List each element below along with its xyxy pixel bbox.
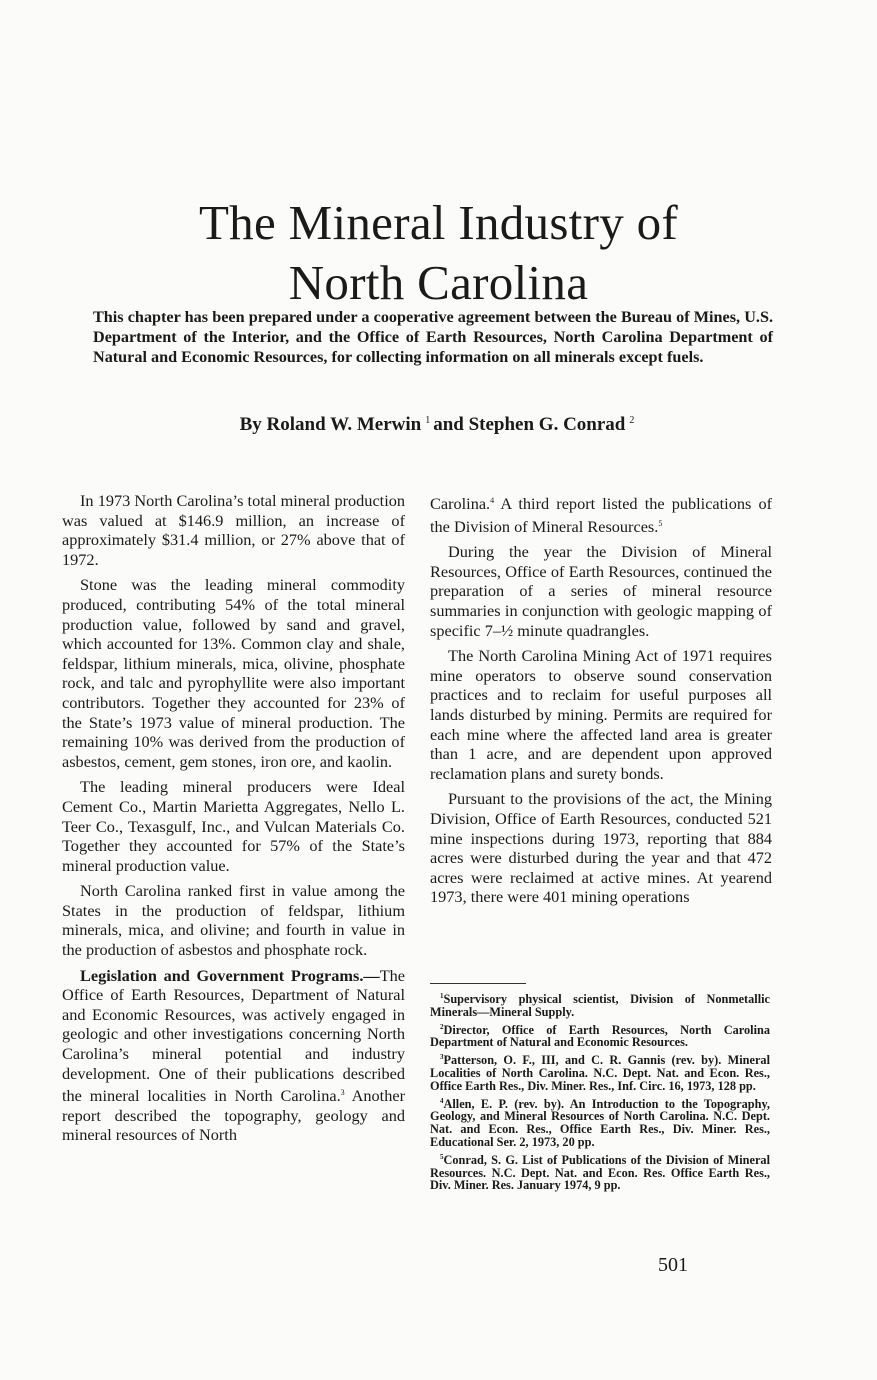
- section-heading-legislation: Legislation and Government Programs.—: [80, 965, 380, 985]
- footnote-text: Supervisory physical scientist, Division of Nonmetallic Minerals—Mineral Supply.: [430, 992, 770, 1019]
- paragraph-division: During the year the Division of Mineral Resources, Office of Earth Resources, continued the preparation of a series of mineral resource summaries in conjunction with geologic mapping of specific 7–½ minute quadrangles.: [430, 542, 772, 640]
- paragraph-mining-act: The North Carolina Mining Act of 1971 requires mine operators to observe sound conservation practices and to reclaim for useful purposes all lands disturbed by mining. Permits are required for each mine where the affected land area is greater than 1 acre, and are dependent upon approved reclamation plans and surety bonds.: [430, 646, 772, 783]
- legislation-text: The Office of Earth Resources, Department of Natural and Economic Resources, was actively engaged in geologic and other investigations concerning North Carolina’s mineral potential and industry development. One of their publications described the mineral localities in North Carolina.: [62, 965, 405, 1106]
- footnote-text: Patterson, O. F., III, and C. R. Gannis (rev. by). Mineral Localities of North Carolina. N.C. Dept. Nat. and Econ. Res., Office Earth Res., Div. Miner. Res., Inf. Circ. 16, 1973, 128 pp.: [430, 1053, 770, 1093]
- preparation-note: This chapter has been prepared under a cooperative agreement between the Bureau of Mines, U.S. Department of the Interior, and the Office of Earth Resources, North Carolina Department of Natural and Economic Resources, for collecting information on all minerals except fuels.: [93, 308, 773, 366]
- footnote-number: 4: [440, 1096, 444, 1105]
- page-title: [0, 193, 877, 313]
- byline-connector: and Stephen G. Conrad: [433, 414, 626, 435]
- continued-tail: A third report listed the publications of the Division of Mineral Resources.: [430, 494, 773, 536]
- footnote-ref-2: 2: [629, 415, 635, 426]
- footnote-number: 3: [440, 1053, 444, 1062]
- footnote-number: 1: [440, 992, 444, 1000]
- title-line-1: The Mineral Industry of: [198, 194, 679, 250]
- continued-text: Carolina.: [430, 494, 491, 513]
- footnote-text: Director, Office of Earth Resources, North Carolina Department of Natural and Economic Resources.: [430, 1022, 770, 1050]
- footnote-number: 2: [440, 1022, 444, 1031]
- footnote-text: Conrad, S. G. List of Publications of the Division of Mineral Resources. N.C. Dept. Nat. and Econ. Res. Office Earth Res., Div. Miner. Res. January 1974, 9 pp.: [430, 1152, 770, 1193]
- legislation-tail: Another report described the topography, geology and mineral resources of North: [62, 1086, 405, 1145]
- footnote-number: 5: [440, 1152, 444, 1161]
- footnote-5: [430, 1151, 770, 1192]
- paragraph-commodities: Stone was the leading mineral commodity produced, contributing 54% of the total mineral production value, followed by sand and gravel, which accounted for 13%. Common clay and shale, feldspar, lithium minerals, mica, olivine, phosphate rock, and talc and pyrophyllite were also important contributors. Together they accounted for 23% of the State’s 1973 value of mineral production. The remaining 10% was derived from the production of asbestos, cement, gem stones, iron ore, and kaolin.: [62, 575, 405, 771]
- author-1: By Roland W. Merwin: [239, 414, 422, 435]
- footnote-4: [430, 1095, 770, 1149]
- footnotes: [430, 990, 770, 1194]
- footnote-1: [430, 990, 770, 1019]
- footnote-3: [430, 1051, 770, 1092]
- paragraph-inspections: Pursuant to the provisions of the act, the Mining Division, Office of Earth Resources, conducted 521 mine inspections during 1973, reporting that 884 acres were disturbed during the year and that 472 acres were reclaimed at active mines. At yearend 1973, there were 401 mining operations: [430, 789, 772, 907]
- title-line-2: North Carolina: [288, 254, 589, 310]
- footnote-ref-5: 5: [658, 518, 663, 528]
- footnote-2: [430, 1021, 770, 1050]
- paragraph-production: In 1973 North Carolina’s total mineral production was valued at $146.9 million, an increase of approximately $31.4 million, or 27% above that of 1972.: [62, 491, 405, 569]
- page-number: 501: [658, 1254, 688, 1276]
- paragraph-legislation: [62, 966, 405, 1145]
- paragraph-continued: [430, 491, 772, 536]
- footnote-ref-1: 1: [425, 415, 431, 426]
- right-column: [430, 491, 772, 913]
- paragraph-producers: The leading mineral producers were Ideal Cement Co., Martin Marietta Aggregates, Nello L. Teer Co., Texasgulf, Inc., and Vulcan Materials Co. Together they accounted for 57% of the State’s mineral production value.: [62, 777, 405, 875]
- footnote-divider: [430, 983, 526, 984]
- paragraph-ranking: North Carolina ranked first in value among the States in the production of feldspar, lithium minerals, mica, and olivine; and fourth in value in the production of asbestos and phosphate rock.: [62, 881, 405, 960]
- left-column: [62, 491, 405, 1151]
- footnote-ref-4: 4: [490, 496, 495, 505]
- byline: [0, 414, 877, 436]
- footnote-text: Allen, E. P. (rev. by). An Introduction to the Topography, Geology, and Mineral Resources of North Carolina. N.C. Dept. Nat. and Econ. Res., Office Earth Res., Div. Miner. Res., Educational Ser. 2, 1973, 20 pp.: [430, 1096, 770, 1149]
- footnote-ref-3: 3: [340, 1088, 345, 1098]
